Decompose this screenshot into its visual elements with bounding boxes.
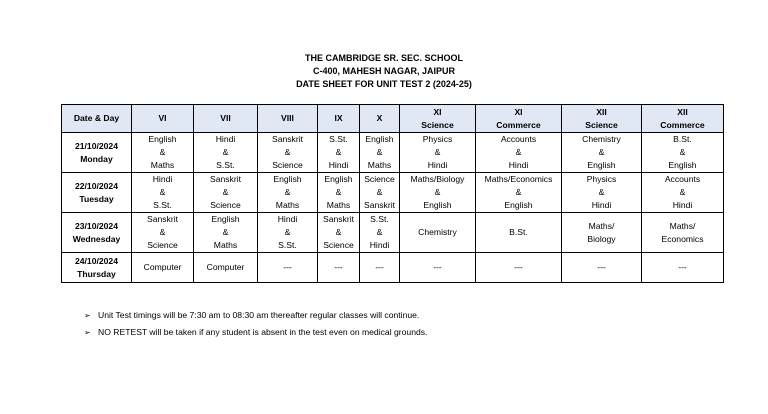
cell-line: & (335, 227, 342, 237)
cell-line: S.St. (216, 160, 235, 170)
cell-line: & (222, 187, 229, 197)
cell-line: Commerce (496, 119, 541, 130)
cell-line: Sanskrit (363, 200, 396, 210)
subject-cell (132, 213, 194, 253)
table-body (62, 133, 724, 283)
document-header (0, 52, 768, 91)
table-row (62, 253, 724, 283)
cell-line: --- (283, 262, 292, 272)
cell-line: English (324, 174, 353, 184)
note-text: NO RETEST will be taken if any student is absent in the test even on medical grounds. (98, 327, 428, 337)
cell-line: Hindi (215, 134, 236, 144)
subject-cell (642, 253, 724, 283)
subject-cell (258, 173, 318, 213)
subject-cell (318, 133, 360, 173)
subject-cell (562, 213, 642, 253)
cell-line: & (376, 147, 383, 157)
cell-line: English (504, 200, 533, 210)
cell-line: Biology (587, 233, 616, 244)
notes-list (84, 307, 427, 341)
cell-line: English (365, 134, 394, 144)
note-text: Unit Test timings will be 7:30 am to 08:30 am thereafter regular classes will continue. (98, 310, 420, 320)
subject-cell (400, 213, 476, 253)
date-cell (62, 173, 132, 213)
cell-line: & (284, 147, 291, 157)
table-row (62, 213, 724, 253)
cell-line: VII (220, 113, 231, 123)
cell-line: Sanskrit (322, 214, 355, 224)
cell-line: Maths (275, 200, 300, 210)
cell-line: Physics (422, 134, 453, 144)
subject-cell (642, 173, 724, 213)
cell-line: Hindi (672, 200, 693, 210)
cell-line: B.St. (509, 227, 528, 237)
cell-line: Date & Day (73, 113, 120, 123)
cell-line: --- (375, 262, 384, 272)
cell-line: Hindi (369, 240, 390, 250)
subject-cell (400, 133, 476, 173)
column-header (476, 105, 562, 133)
subject-cell (400, 253, 476, 283)
subject-cell (318, 173, 360, 213)
date-cell (62, 253, 132, 283)
cell-line: Science (272, 160, 303, 170)
school-name: THE CAMBRIDGE SR. SEC. SCHOOL (304, 53, 463, 63)
cell-line: VI (158, 113, 167, 123)
cell-line: Science (421, 119, 454, 130)
cell-line: Chemistry (582, 134, 621, 144)
cell-line: & (376, 227, 383, 237)
cell-line: Hindi (328, 160, 349, 170)
cell-line: --- (334, 262, 343, 272)
cell-line: Monday (80, 153, 113, 164)
subject-cell (318, 213, 360, 253)
cell-line: & (434, 147, 441, 157)
cell-line: B.St. (673, 134, 692, 144)
subject-cell (360, 173, 400, 213)
cell-line: Thursday (77, 268, 116, 279)
note-item (84, 324, 427, 341)
column-header (400, 105, 476, 133)
subject-cell (258, 253, 318, 283)
cell-line: & (284, 227, 291, 237)
date-cell (62, 213, 132, 253)
subject-cell (360, 253, 400, 283)
cell-line: XI (433, 106, 442, 117)
cell-line: X (376, 113, 383, 123)
column-header (132, 105, 194, 133)
cell-line: & (598, 187, 605, 197)
cell-line: & (159, 187, 166, 197)
table-row (62, 173, 724, 213)
subject-cell (476, 133, 562, 173)
cell-line: Sanskrit (146, 214, 179, 224)
subject-cell (258, 213, 318, 253)
cell-line: & (515, 187, 522, 197)
table-row (62, 133, 724, 173)
cell-line: --- (514, 262, 523, 272)
subject-cell (562, 173, 642, 213)
subject-cell (258, 133, 318, 173)
cell-line: XII (596, 106, 607, 117)
cell-line: --- (597, 262, 606, 272)
subject-cell (194, 133, 258, 173)
subject-cell (360, 133, 400, 173)
cell-line: Sanskrit (271, 134, 304, 144)
cell-line: & (335, 147, 342, 157)
cell-line: English (273, 174, 302, 184)
subject-cell (132, 253, 194, 283)
cell-line: Wednesday (72, 233, 121, 244)
subject-cell (562, 133, 642, 173)
subject-cell (194, 173, 258, 213)
cell-line: Hindi (152, 174, 173, 184)
cell-line: Tuesday (79, 193, 114, 204)
subject-cell (132, 173, 194, 213)
cell-line: & (159, 147, 166, 157)
cell-line: Computer (206, 262, 245, 272)
column-header (62, 105, 132, 133)
subject-cell (476, 253, 562, 283)
cell-line: 24/10/2024 (74, 255, 118, 266)
cell-line: Hindi (277, 214, 298, 224)
cell-line: English (668, 160, 697, 170)
cell-line: IX (334, 113, 343, 123)
subject-cell (360, 213, 400, 253)
cell-line: Maths (150, 160, 175, 170)
cell-line: & (284, 187, 291, 197)
cell-line: Science (364, 174, 395, 184)
cell-line: English (211, 214, 240, 224)
cell-line: --- (678, 262, 687, 272)
cell-line: S.St. (370, 214, 389, 224)
column-header (360, 105, 400, 133)
cell-line: Maths (213, 240, 238, 250)
note-item (84, 307, 427, 324)
cell-line: 23/10/2024 (74, 220, 118, 231)
column-header (258, 105, 318, 133)
cell-line: Sanskrit (209, 174, 242, 184)
subject-cell (642, 133, 724, 173)
cell-line: Science (323, 240, 354, 250)
cell-line: & (222, 227, 229, 237)
column-header (562, 105, 642, 133)
cell-line: VIII (281, 113, 294, 123)
cell-line: English (423, 200, 452, 210)
cell-line: & (159, 227, 166, 237)
column-header (194, 105, 258, 133)
subject-cell (562, 253, 642, 283)
cell-line: Maths (367, 160, 392, 170)
cell-line: English (587, 160, 616, 170)
cell-line: & (679, 187, 686, 197)
subject-cell (476, 213, 562, 253)
cell-line: --- (433, 262, 442, 272)
cell-line: Science (585, 119, 618, 130)
cell-line: S.St. (278, 240, 297, 250)
subject-cell (132, 133, 194, 173)
cell-line: Computer (143, 262, 182, 272)
subject-cell (194, 213, 258, 253)
cell-line: Accounts (500, 134, 537, 144)
cell-line: Science (147, 240, 178, 250)
subject-cell (476, 173, 562, 213)
cell-line: Hindi (508, 160, 529, 170)
cell-line: & (222, 147, 229, 157)
cell-line: Maths (326, 200, 351, 210)
cell-line: 21/10/2024 (74, 140, 118, 151)
date-sheet-table (61, 104, 724, 283)
cell-line: XI (514, 106, 523, 117)
table-header-row (62, 105, 724, 133)
subject-cell (400, 173, 476, 213)
cell-line: Science (210, 200, 241, 210)
cell-line: Hindi (591, 200, 612, 210)
cell-line: & (679, 147, 686, 157)
cell-line: Maths/ (588, 220, 615, 231)
subject-cell (642, 213, 724, 253)
arrow-bullet-icon: ➢ (84, 311, 91, 320)
cell-line: Economics (661, 233, 704, 244)
column-header (318, 105, 360, 133)
document-title: DATE SHEET FOR UNIT TEST 2 (2024-25) (296, 79, 472, 89)
cell-line: Commerce (660, 119, 705, 130)
cell-line: Chemistry (418, 227, 457, 237)
cell-line: Hindi (427, 160, 448, 170)
column-header (642, 105, 724, 133)
cell-line: S.St. (153, 200, 172, 210)
cell-line: & (598, 147, 605, 157)
arrow-bullet-icon: ➢ (84, 328, 91, 337)
subject-cell (318, 253, 360, 283)
cell-line: Maths/Biology (410, 174, 465, 184)
cell-line: Maths/Economics (484, 174, 553, 184)
cell-line: & (434, 187, 441, 197)
cell-line: Maths/ (669, 220, 696, 231)
cell-line: S.St. (329, 134, 348, 144)
cell-line: 22/10/2024 (74, 180, 118, 191)
cell-line: Physics (586, 174, 617, 184)
date-cell (62, 133, 132, 173)
cell-line: & (515, 147, 522, 157)
subject-cell (194, 253, 258, 283)
cell-line: English (148, 134, 177, 144)
cell-line: & (335, 187, 342, 197)
cell-line: XII (677, 106, 688, 117)
cell-line: & (376, 187, 383, 197)
school-address: C-400, MAHESH NAGAR, JAIPUR (312, 66, 456, 76)
cell-line: Accounts (664, 174, 701, 184)
